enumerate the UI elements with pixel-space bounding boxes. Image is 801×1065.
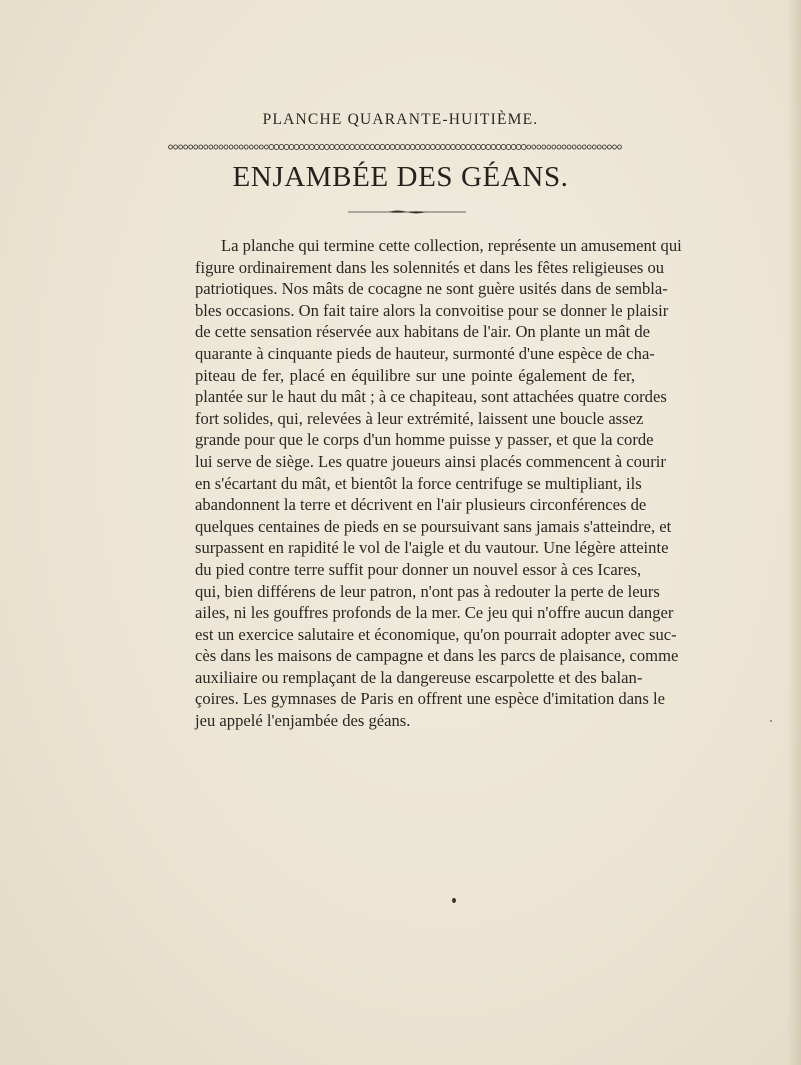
ornamental-rule: [168, 143, 622, 151]
text-line: patriotiques. Nos mâts de cocagne ne sont guère usités dans de sembla-: [195, 279, 668, 299]
text-line: bles occasions. On fait taire alors la convoitise pour se donner le plaisir: [195, 300, 669, 320]
text-line: en s'écartant du mât, et bientôt la force centrifuge se multipliant, ils: [195, 473, 642, 493]
text-line: quelques centaines de pieds en se poursuivant sans jamais s'atteindre, et: [195, 516, 672, 536]
text-line: de cette sensation réservée aux habitans de l'air. On plante un mât de: [195, 322, 650, 342]
text-line: du pied contre terre suffit pour donner un nouvel essor à ces Icares,: [195, 559, 642, 579]
page-edge-shadow: [787, 0, 801, 1065]
text-line: est un exercice salutaire et économique, qu'on pourrait adopter avec suc-: [195, 624, 677, 644]
text-line: La planche qui termine cette collection, représente un amusement qui: [221, 236, 682, 255]
text-line: grande pour que le corps d'un homme puisse y passer, et que la corde: [195, 430, 654, 450]
article-body: [195, 235, 682, 732]
page-title: ENJAMBÉE DES GÉANS.: [232, 161, 569, 193]
text-line: auxiliaire ou remplaçant de la dangereuse escarpolette et des balan-: [195, 667, 643, 687]
text-line: qui, bien différens de leur patron, n'ont pas à redouter la perte de leurs: [195, 581, 660, 601]
text-line: abandonnent la terre et décrivent en l'air plusieurs circonférences de: [195, 495, 647, 515]
ink-speck: [770, 720, 772, 722]
text-line: surpassent en rapidité le vol de l'aigle et du vautour. Une légère atteinte: [195, 538, 669, 558]
text-line: plantée sur le haut du mât ; à ce chapiteau, sont attachées quatre cordes: [195, 387, 667, 407]
text-line: piteau de fer, placé en équilibre sur une pointe également de fer,: [195, 365, 635, 385]
text-line: figure ordinairement dans les solennités et dans les fêtes religieuses ou: [195, 257, 665, 277]
text-line: çoires. Les gymnases de Paris en offrent une espèce d'imitation dans le: [195, 689, 665, 709]
ink-speck: [452, 898, 456, 903]
text-line: quarante à cinquante pieds de hauteur, surmonté d'une espèce de cha-: [195, 343, 655, 363]
text-line: jeu appelé l'enjambée des géans.: [195, 711, 411, 731]
plate-header: PLANCHE QUARANTE-HUITIÈME.: [262, 111, 539, 128]
text-line: fort solides, qui, relevées à leur extrémité, laissent une boucle assez: [195, 408, 644, 428]
text-line: ailes, ni les gouffres profonds de la mer. Ce jeu qui n'offre aucun danger: [195, 603, 674, 623]
text-line: lui serve de siège. Les quatre joueurs ainsi placés commencent à courir: [195, 451, 666, 471]
title-rule: [348, 209, 466, 215]
text-line: cès dans les maisons de campagne et dans les parcs de plaisance, comme: [195, 646, 679, 666]
